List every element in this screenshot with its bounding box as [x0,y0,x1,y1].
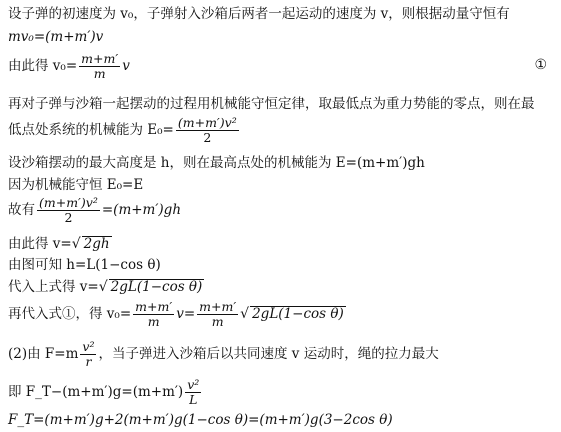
fraction-energy [176,116,239,145]
fraction-denominator: m [211,314,224,329]
radicand: 2gL(1−cos θ) [110,279,203,295]
fraction-denominator: 2 [64,210,73,225]
fraction-denominator: m [93,66,106,81]
line-3 [8,52,130,81]
line-3-suffix: v [122,58,130,74]
fraction-numerator: m+m′ [81,51,119,66]
line-13-prefix: (2)由 F=m [8,346,79,362]
fraction-numerator: m+m′ [135,299,173,314]
line-12-middle: v= [176,306,196,322]
fraction-denominator: r [85,354,92,369]
line-12: 再代入式①，得 v₀= $\frac{m+m'}{m}$ v= $\frac{m+m'}{m}$ √ 2gL(1−cos θ) [8,299,344,329]
line-8-prefix: 故有 [8,202,35,218]
line-8-suffix: =(m+m′)gh [101,202,182,218]
fraction-numerator: (m+m′)v² [39,195,98,210]
line-15: F_T=(m+m′)g+2(m+m′)g(1−cos θ)=(m+m′)g(3−2cos θ) [8,412,393,428]
line-7: 因为机械能守恒 E₀=E [8,177,144,193]
line-12-prefix: 再代入式①，得 v₀= [8,306,132,322]
line-10: 由图可知 h=L(1−cos θ) [8,257,161,273]
fraction-numerator: v² [187,377,200,392]
line-14 [8,378,203,407]
fraction-denominator: L [189,392,198,407]
fraction-tension [185,378,201,407]
line-6: 设沙箱摆动的最大高度是 h，则在最高点处的机械能为 E=(m+m′)gh [8,155,425,171]
line-5 [8,116,241,145]
line-3-prefix: 由此得 v₀= [8,58,78,74]
line-11-prefix: 代入上式得 v= [8,279,99,295]
line-8 [8,196,181,225]
fraction-numerator: v² [82,339,95,354]
fraction-denominator: 2 [203,130,212,145]
fraction-kinetic [37,196,100,225]
line-4: 再对子弹与沙箱一起摆动的过程用机械能守恒定律，取最低点为重力势能的零点，则在最 [8,96,535,112]
line-5-prefix: 低点处系统的机械能为 E₀= [8,122,174,138]
fraction-mass-1 [133,300,174,329]
line-1: 设子弹的初速度为 v₀，子弹射入沙箱后两者一起运动的速度为 v，则根据动量守恒有 [8,6,510,22]
line-9: 由此得 v=√ 2gh [8,236,110,252]
line-9-prefix: 由此得 v= [8,236,72,252]
line-13-suffix: ，当子弹进入沙箱后以共同速度 v 运动时，绳的拉力最大 [98,346,439,362]
radicand: 2gL(1−cos θ) [252,306,344,322]
line-13 [8,340,439,369]
fraction-numerator: m+m′ [199,299,237,314]
equation-marker: ① [534,57,547,73]
radicand: 2gh [83,236,110,252]
line-11: 代入上式得 v=√ 2gL(1−cos θ) [8,279,203,295]
line-14-prefix: 即 F_T−(m+m′)g=(m+m′) [8,384,184,400]
fraction-numerator: (m+m′)v² [177,115,237,130]
fraction-centripetal [80,340,96,369]
fraction-mass-2 [197,300,238,329]
fraction-v0 [79,52,120,81]
fraction-denominator: m [147,314,160,329]
line-2: mv₀=(m+m′)v [8,29,104,45]
